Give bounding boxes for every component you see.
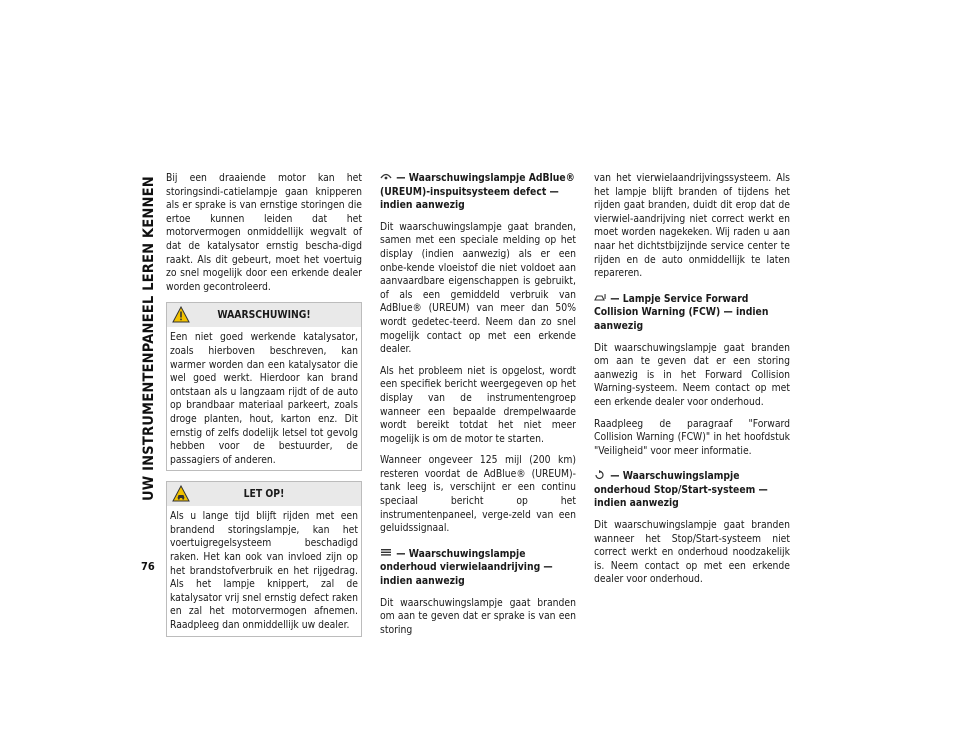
caution-box xyxy=(166,481,362,636)
adblue-paragraph-2: Als het probleem niet is opgelost, wordt een specifiek bericht weergegeven op het display van de instrumentengroep wanneer een bepaalde drempelwaarde wordt bereikt totdat het niet meer mogelijk is om de motor te starten. xyxy=(380,364,576,445)
grille-heading: — Waarschuwingslampje onderhoud vierwielaandrijving — indien aanwezig xyxy=(380,547,553,588)
caution-text: Als u lange tijd blijft rijden met een brandend storingslampje, kan het voertuigregelsysteem beschadigd raken. Het kan ook van invloed zijn op het brandstofverbruik en het rijgedrag. Als het lampje knippert, zal de katalysator vrij snel ernstig defect raken en zal het motorvermogen afnemen. Raadpleeg dan onmiddellijk uw dealer. xyxy=(170,510,358,632)
column-1 xyxy=(166,172,362,647)
page-number: 76 xyxy=(141,560,155,573)
warning-triangle-icon xyxy=(172,306,190,323)
intro-paragraph: Bij een draaiende motor kan het storingsindi-catielampje gaan knipperen als er sprake is van ernstige storingen die ertoe kunnen leiden dat het motorvermogen onmiddellijk wegvalt of dat de katalysator ernstig bescha-digd raakt. Als dit gebeurt, moet het voertuig zo snel mogelijk door een erkende dealer worden gecontroleerd. xyxy=(166,172,362,293)
caution-car-icon xyxy=(172,485,190,502)
fcw-paragraph-2: Raadpleeg de paragraaf "Forward Collision Warning (FCW)" in het hoofdstuk "Veiligheid" voor meer informatie. xyxy=(594,417,790,457)
caution-title: LET OP! xyxy=(243,488,285,501)
warning-box-body xyxy=(167,327,361,470)
grille-paragraph-1-continued: van het vierwielaandrijvingssysteem. Als het lampje blijft branden of tijdens het rijden gaat branden, duidt dit erop dat de vierwiel-aandrijving niet correct werkt en moet worden nagekeken. Wij raden u aan naar het dichtstbijzijnde service center te rijden en de auto onmiddellijk te laten repareren. xyxy=(594,172,790,280)
fcw-paragraph-1: Dit waarschuwingslampje gaat branden om aan te geven dat er een storing aanwezig is in het Forward Collision Warning-systeem. Neem contact op met een erkende dealer voor onderhoud. xyxy=(594,341,790,408)
warning-text: Een niet goed werkende katalysator, zoals hierboven beschreven, kan warmer worden dan een katalysator die wel goed werkt. Hierdoor kan brand ontstaan als u langzaam rijdt of de auto op brandbaar materiaal parkeert, zoals droge planten, hout, karton enz. Dit ernstig of zelfs dodelijk letsel tot gevolg hebben voor de bestuurder, de passagiers of anderen. xyxy=(170,331,358,466)
adblue-indicator-icon xyxy=(380,172,392,181)
stopstart-paragraph-1: Dit waarschuwingslampje gaat branden wanneer het Stop/Start-systeem niet correct werkt en onderhoud noodzakelijk is. Neem contact op met een erkende dealer voor onderhoud. xyxy=(594,519,790,586)
caution-box-body xyxy=(167,506,361,635)
stop-start-service-icon xyxy=(594,470,606,479)
warning-title: WAARSCHUWING! xyxy=(217,309,311,322)
adblue-paragraph-3: Wanneer ongeveer 125 mijl (200 km) resteren voordat de AdBlue® (UREUM)-tank leeg is, verschijnt er een continu speciaal bericht op het instrumentenpaneel, verge-zeld van een geluidssignaal. xyxy=(380,454,576,535)
fcw-service-icon xyxy=(594,293,606,302)
adblue-heading: — Waarschuwingslampje AdBlue® (UREUM)-inspuitsysteem defect — indien aanwezig xyxy=(380,172,575,212)
column-3 xyxy=(594,172,790,595)
grille-heater-icon xyxy=(380,548,392,557)
warning-box-header xyxy=(167,303,361,327)
fcw-heading: — Lampje Service Forward Collision Warning (FCW) — indien aanwezig xyxy=(594,292,769,332)
stopstart-heading: — Waarschuwingslampje onderhoud Stop/Start-systeem — indien aanwezig xyxy=(594,470,768,510)
column-2 xyxy=(380,172,576,645)
adblue-paragraph-1: Dit waarschuwingslampje gaat branden, samen met een speciale melding op het display (indien aanwezig) als er een onbe-kende vloeistof die niet voldoet aan aanvaardbare eigenschappen is gebruikt, of als een gemiddeld verbruik van AdBlue® (UREUM) van meer dan 50% wordt gedetec-teerd. Neem dan zo snel mogelijk contact op met een erkende dealer. xyxy=(380,220,576,356)
chapter-side-title: UW INSTRUMENTENPANEEL LEREN KENNEN xyxy=(141,176,157,501)
grille-paragraph-1: Dit waarschuwingslampje gaat branden om aan te geven dat er sprake is van een storing xyxy=(380,596,576,636)
caution-box-header xyxy=(167,482,361,506)
warning-box xyxy=(166,302,362,471)
